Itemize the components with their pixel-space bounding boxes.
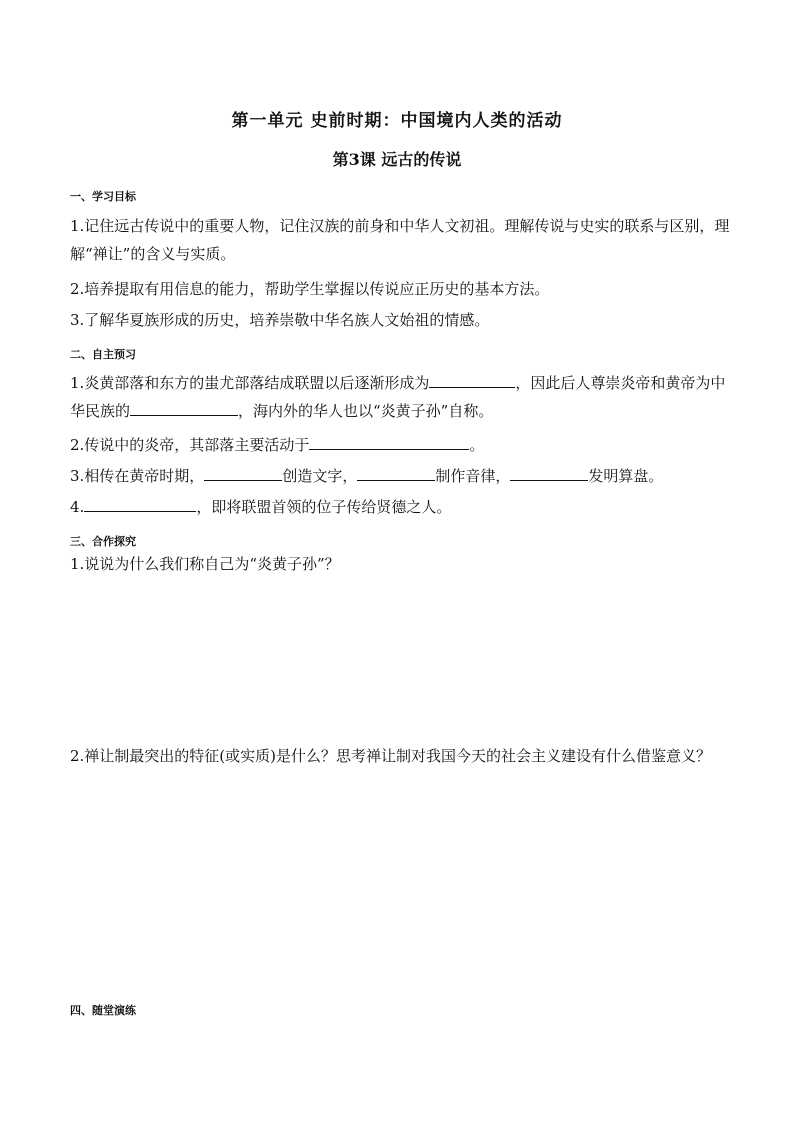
answer-blank[interactable] bbox=[429, 370, 515, 388]
preview-q1-text-c: ，海内外的华人也以“炎黄子孙”自称。 bbox=[238, 402, 494, 420]
preview-q3-text-a: 3.相传在黄帝时期， bbox=[70, 467, 205, 485]
preview-q3-text-c: 制作音律， bbox=[435, 467, 511, 485]
preview-question-2 bbox=[70, 431, 730, 459]
answer-blank[interactable] bbox=[130, 398, 238, 416]
goal-item-3: 3.了解华夏族形成的历史，培养崇敬中华名族人文始祖的情感。 bbox=[70, 311, 490, 329]
preview-q1-text-b: ，因此后人尊崇炎帝和黄帝为中华民族的 bbox=[70, 374, 726, 420]
section-heading-learning-goals: 一、学习目标 bbox=[70, 190, 136, 203]
answer-blank[interactable] bbox=[84, 494, 196, 512]
section-heading-in-class-practice: 四、随堂演练 bbox=[70, 1004, 136, 1017]
preview-question-4 bbox=[70, 493, 730, 521]
answer-blank[interactable] bbox=[510, 463, 588, 481]
preview-q3-text-b: 创造文字， bbox=[282, 467, 358, 485]
preview-q2-text-b: 。 bbox=[469, 436, 485, 454]
section-heading-cooperative-inquiry: 三、合作探究 bbox=[70, 535, 136, 548]
answer-blank[interactable] bbox=[309, 432, 469, 450]
answer-blank[interactable] bbox=[204, 463, 282, 481]
section-heading-preview: 二、自主预习 bbox=[70, 348, 136, 361]
preview-q1-text-a: 1.炎黄部落和东方的蚩尤部落结成联盟以后逐渐形成为 bbox=[70, 374, 430, 392]
inquiry-question-2: 2.禅让制最突出的特征(或实质)是什么？思考禅让制对我国今天的社会主义建设有什么借鉴意义？ bbox=[70, 747, 712, 765]
preview-q2-text-a: 2.传说中的炎帝，其部落主要活动于 bbox=[70, 436, 310, 454]
preview-q3-text-d: 发明算盘。 bbox=[588, 467, 664, 485]
preview-q4-text-a: 4. bbox=[70, 498, 85, 516]
goal-item-1: 1.记住远古传说中的重要人物，记住汉族的前身和中华人文初祖。理解传说与史实的联系与区别，理解“禅让”的含义与实质。 bbox=[70, 217, 730, 263]
preview-question-1 bbox=[70, 369, 730, 425]
preview-q4-text-b: ，即将联盟首领的位子传给贤德之人。 bbox=[196, 498, 452, 516]
unit-title: 第一单元 史前时期：中国境内人类的活动 bbox=[231, 111, 563, 131]
preview-question-3 bbox=[70, 462, 730, 490]
lesson-title: 第3课 远古的传说 bbox=[332, 150, 462, 169]
goal-item-2: 2.培养提取有用信息的能力，帮助学生掌握以传说应正历史的基本方法。 bbox=[70, 280, 550, 298]
answer-blank[interactable] bbox=[357, 463, 435, 481]
inquiry-question-1: 1.说说为什么我们称自己为“炎黄子孙”？ bbox=[70, 555, 340, 573]
